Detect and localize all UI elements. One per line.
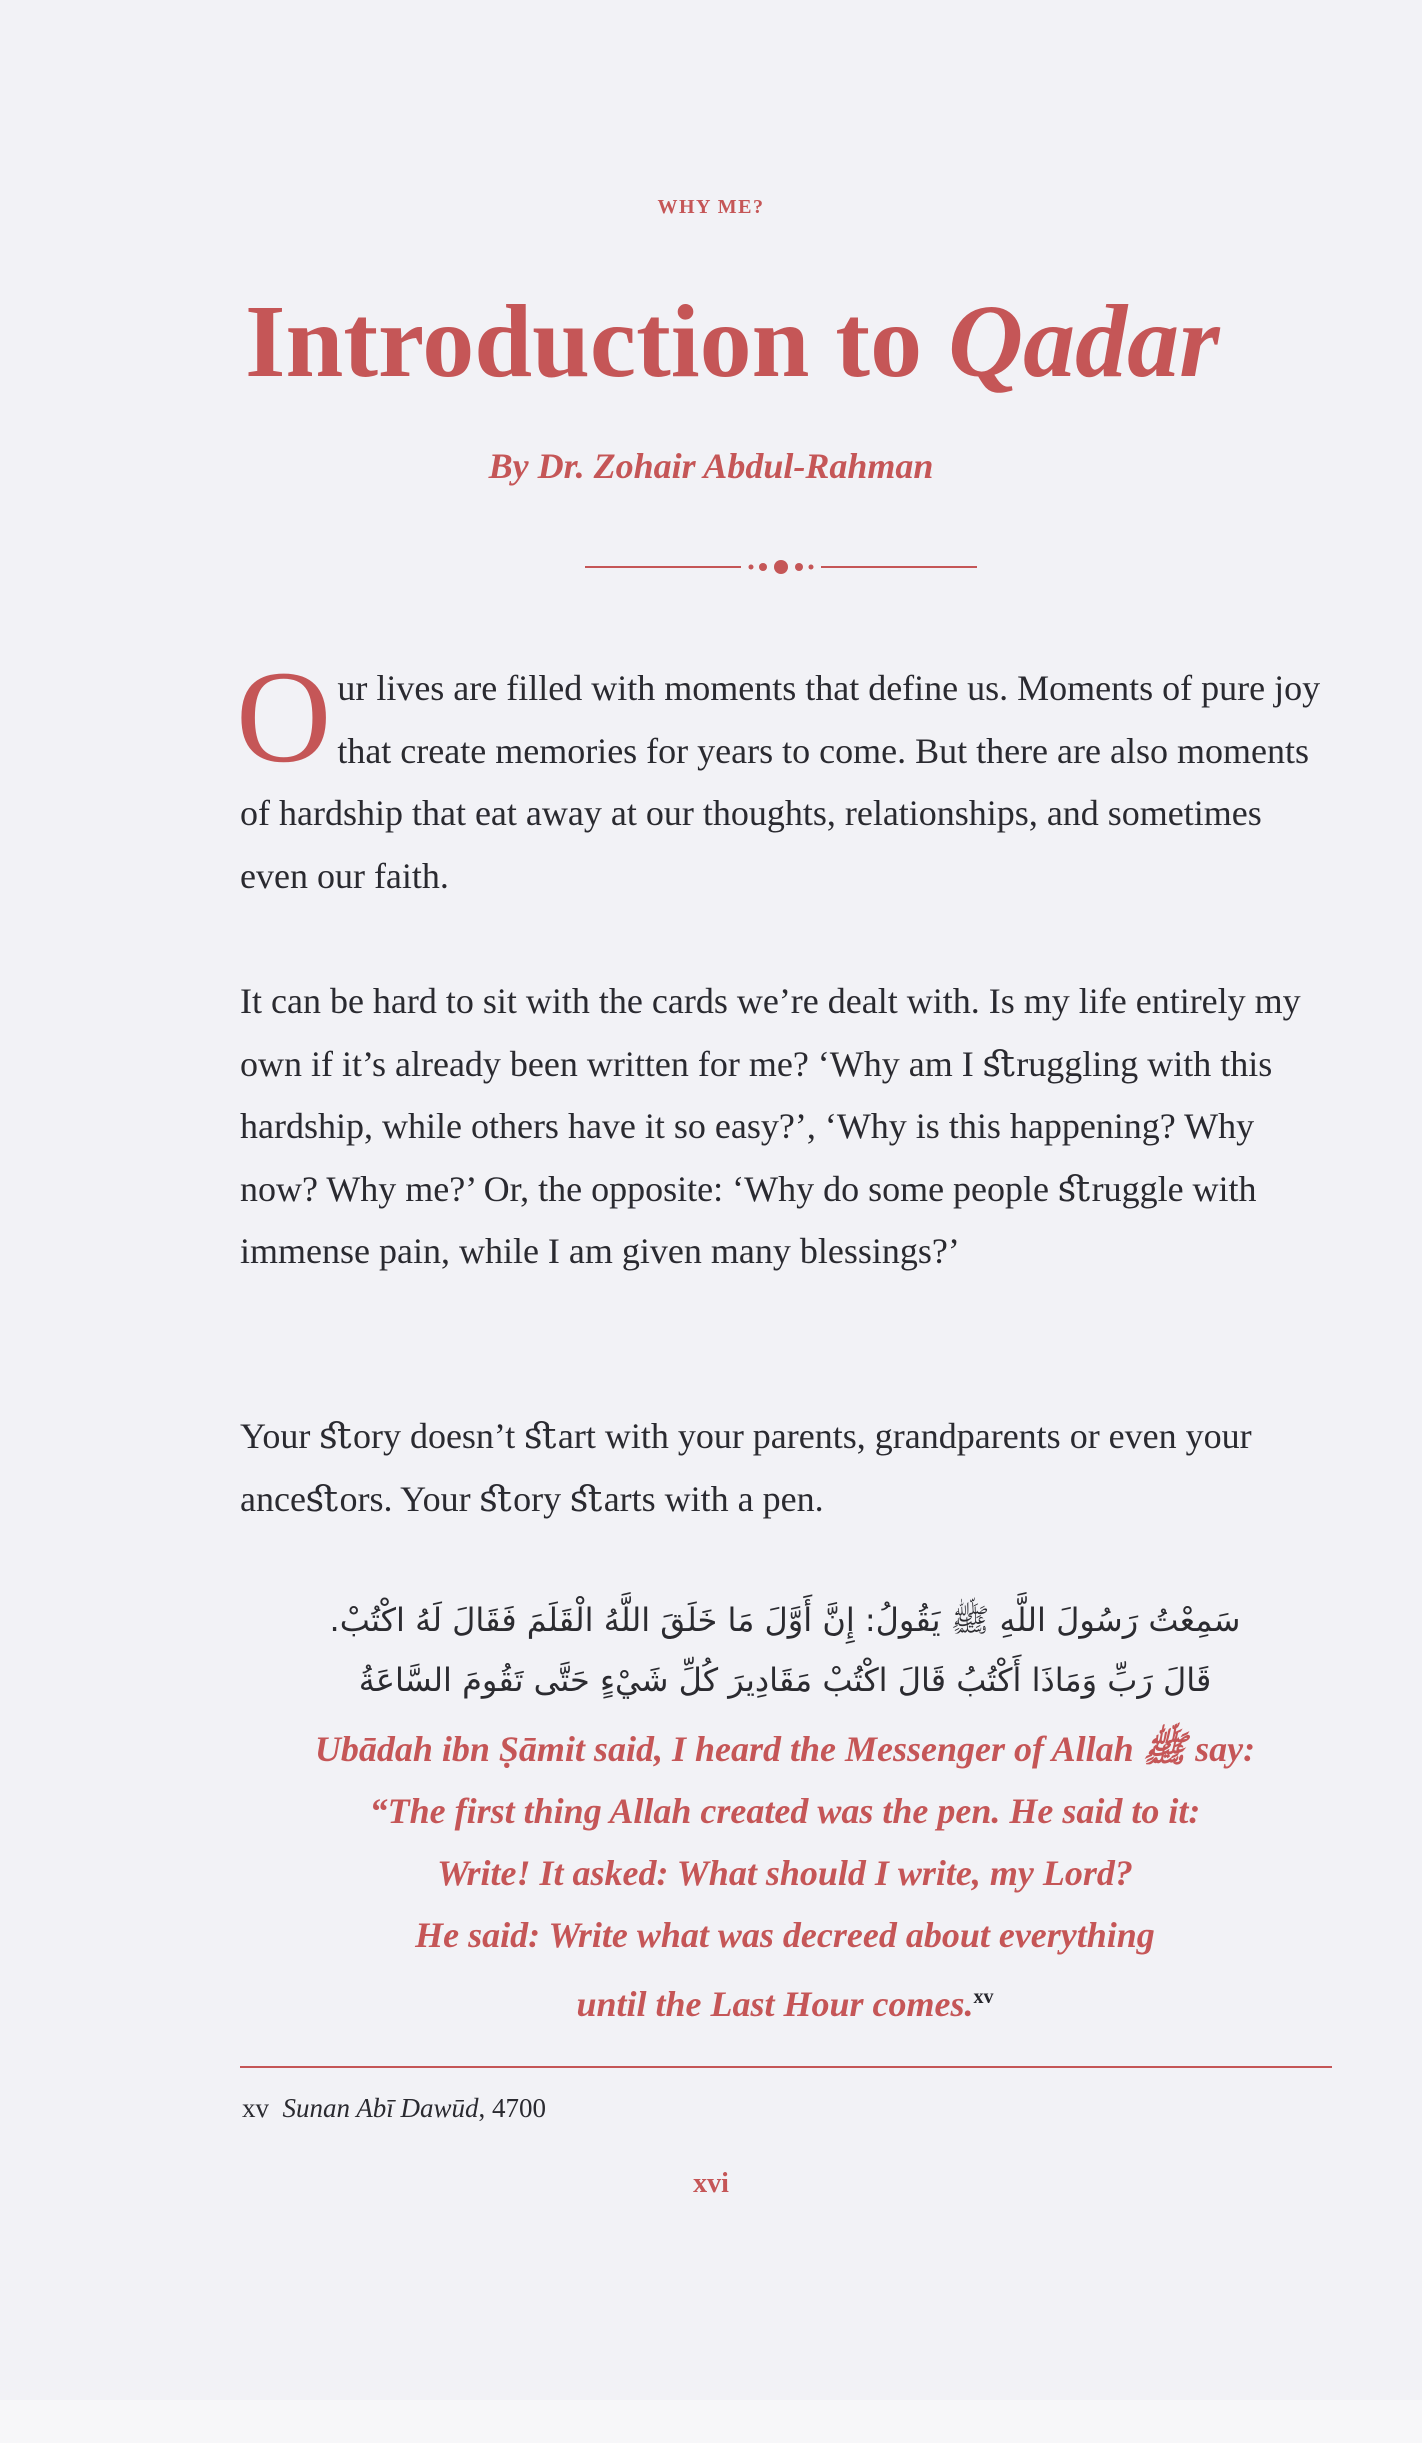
footnote-reference-number: , 4700 (478, 2093, 547, 2123)
ornament-divider (585, 556, 977, 578)
hadith-line-5-text: until the Last Hour comes. (576, 1984, 974, 2024)
footnote (242, 2093, 546, 2124)
chapter-title-emphasis: Qadar (948, 284, 1220, 399)
hadith-line-5 (220, 1966, 1350, 2035)
hadith-line-3: Write! It asked: What should I write, my Lord? (437, 1853, 1133, 1893)
paragraph-intro-text: ur lives are filled with moments that define us. Moments of pure joy that create memories for years to come. But there are also moments of hardship that eat away at our thoughts, relationships, and sometimes even our faith. (240, 668, 1321, 896)
arabic-line-2: قَالَ رَبِّ وَمَاذَا أَكْتُبُ قَالَ اكْتُبْ مَقَادِيرَ كُلِّ شَيْءٍ حَتَّى تَقُومَ السَّاعَةُ (358, 1661, 1212, 1699)
paragraph-questions: It can be hard to sit with the cards we’re dealt with. Is my life entirely my own if it’s already been written for me? ‘Why am I ﬆruggling with this hardship, while others have it so easy?’, ‘Why is this happening? Why now? Why me?’ Or, the opposite: ‘Why do some people ﬆruggle with immense pain, while I am given many blessings?’ (240, 981, 1301, 1271)
drop-cap: O (236, 643, 332, 790)
hadith-translation (220, 1718, 1350, 2035)
paragraph-story: Your ﬆory doesn’t ﬆart with your parents, grandparents or even your anceﬆors. Your ﬆory ﬆarts with a pen. (240, 1416, 1252, 1519)
running-head: WHY ME? (657, 196, 765, 218)
paragraph-intro (236, 643, 1330, 907)
author-byline: By Dr. Zohair Abdul-Rahman (488, 446, 934, 486)
hadith-line-1: Ubādah ibn Ṣāmit said, I heard the Messenger of Allah ﷺ say: (314, 1729, 1256, 1769)
scan-bottom-margin (0, 2400, 1422, 2443)
footnote-divider (240, 2066, 1332, 2068)
footnote-source: Sunan Abī Dawūd (282, 2093, 479, 2123)
page-number: xvi (693, 2168, 729, 2199)
chapter-title-main: Introduction to (245, 284, 949, 399)
hadith-line-2: “The first thing Allah created was the pen. He said to it: (369, 1791, 1201, 1831)
chapter-title (245, 284, 1335, 399)
hadith-line-4: He said: Write what was decreed about everything (415, 1915, 1155, 1955)
arabic-hadith (240, 1590, 1330, 1710)
footnote-reference[interactable]: xv (973, 1986, 994, 2008)
footnote-marker: xv (242, 2093, 269, 2123)
arabic-line-1: سَمِعْتُ رَسُولَ اللَّهِ ﷺ يَقُولُ: إِنَّ أَوَّلَ مَا خَلَقَ اللَّهُ الْقَلَمَ فَقَالَ لَهُ اكْتُبْ. (329, 1601, 1241, 1639)
